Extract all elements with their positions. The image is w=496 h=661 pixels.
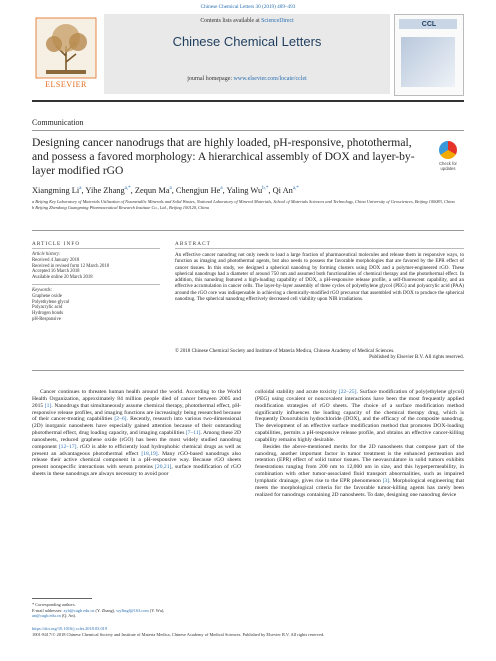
history-line: Received 4 January 2018 [32,257,80,263]
section-divider [32,130,464,131]
author[interactable]: Qi An [272,186,293,195]
body-text: . Morphological engineering that meets the morphological criteria for the favorable tumor-killing agents has rarely been realized for nanodrugs containing 2D nanosheets. To date, designing one nanodrug device [255,477,465,498]
keyword: Polyethylene glycol [32,299,70,305]
journal-cover-thumbnail [394,14,464,96]
footnote [32,602,252,619]
body-text: . Recently, research into various two-dimensional (2D) inorganic nanosheets have especially gained attention because of their outstanding photothermal effect, drug loading capacity, and imaging capabilities [32,416,242,437]
citation-link[interactable]: [20,21] [155,464,172,471]
article-info-heading: ARTICLE INFO [32,241,81,247]
article-history [32,252,160,281]
email-prefix: E-mail addresses: [32,607,64,613]
history-line: Accepted 16 March 2018 [32,269,80,275]
body-text: Besides the above-mentioned merits for the 2D nanosheets that compose part of the nanodrug, another important factor in tumor treatment is the enhanced permeation and retention (EPR) effect of solid tumor tissues. The neovasculature in solid tumors exhibits fenestrations ranging from 200 nm to 12,000 nm in size, and this hyperpermeability, in combination with other tumor-associated fluid transport abnormalities, such as impaired lymphatic drainage, gives rise to the EPR phenomenon [255,443,464,484]
body-text: . rGO is able to efficiently load hydrophobic chemical drugs as well as present an advantageous photothermal effect [32,443,241,457]
email-owner: (Y. Wu), [148,607,165,613]
copyright-line: © 2018 Chinese Chemical Society and Institute of Materia Medica, Chinese Academy of Medical Sciences. [175,348,395,354]
copyright-publisher: Published by Elsevier B.V. All rights reserved. [369,354,464,361]
citation-link[interactable]: [18,19] [141,450,158,457]
author-sup: a [79,186,82,192]
body-text: . Many rGO-based nanodrugs also release their active chemical component in a pH-responsive way. Because rGO sheets present nonspecific interactions with serum proteins [32,450,241,471]
copyright-notice [175,348,464,361]
sciencedirect-link[interactable]: ScienceDirect [261,18,294,24]
keywords-rule [32,284,160,285]
author-list: Xiangming Li$^a$, Yihe Zhang$^{a,*}$, Zequn Ma$^a$, Chengjun He$^a$, Yaling $Wu^{b,*}$, Qi $An^{a,*}$ [32,186,299,195]
email-link[interactable]: wylbsgl@163.com [116,607,149,613]
keyword: Hydrogen bonds [32,311,64,317]
author[interactable]: Chengjun He [175,186,221,195]
crossmark-icon [439,141,457,159]
history-heading: Article history: [32,252,61,257]
body-column-right [255,389,464,499]
doi-link[interactable]: https://doi.org/10.1016/j.cclet.2018.03.019 [32,626,108,631]
journal-header [32,14,464,96]
issn-line: 1001-8417/© 2018 Chinese Chemical Society and Institute of Materia Medica, Chinese Academy of Medical Sciences. Published by Elsevier B.V. All rights reserved. [32,631,325,637]
body-column-left [32,389,241,478]
author[interactable]: Yihe Zhang [85,186,125,195]
footnote-rule [32,598,92,599]
corresponding-note: * Corresponding authors. [32,602,76,607]
cover-image [401,37,455,87]
body-text: . Among these 2D nanosheets, reduced graphene oxide (rGO) has been the most widely studied nanodrug component [32,430,241,450]
affiliation: b Beijing Zhendong Guangming Pharmaceutical Research Institute Co., Ltd., Beijing 100120, China [32,204,209,210]
email-line [32,613,252,619]
email-link[interactable]: zyh@cugb.edu.cn [63,607,95,613]
homepage-link[interactable]: www.elsevier.com/locate/cclet [233,76,307,82]
body-text: Cancer continues to threaten human health around the world. According to the World Health Organization, approximately 84 million people died of cancer between 2005 and 2015 [32,389,241,409]
citation-link[interactable]: [12–17] [58,443,77,450]
author-sup: a [220,186,223,192]
keywords-heading: Keywords: [32,288,53,293]
header-divider [32,100,464,102]
keywords [32,288,160,323]
author[interactable]: Yaling Wu [226,186,263,195]
keyword: pH-Responsive [32,316,61,322]
author-sup: b,* [262,186,269,192]
keyword: Polyacrylic acid [32,305,63,311]
author-sup: a,* [124,186,131,192]
check-for-updates-badge[interactable] [432,141,464,175]
section-label: Communication [32,118,84,127]
author-sup: a [169,186,172,192]
journal-homepage [104,76,390,82]
citation-link[interactable]: [2–6] [114,416,127,423]
journal-banner [104,14,390,94]
abstract-divider [32,370,464,371]
author-sup: a,* [292,186,299,192]
email-link[interactable]: an@cugb.edu.cn [32,613,61,619]
author[interactable]: Xiangming Li [32,186,80,195]
doi-block [32,626,464,638]
contents-prefix: Contents lists available at [200,18,262,24]
citation-link[interactable]: [1] [44,402,52,409]
body-text: , surface modification of rGO sheets in these nanodrugs are always necessary to avoid poor [32,464,242,478]
keyword: Graphene oxide [32,293,62,299]
body-text: colloidal stability and acute toxicity [255,389,339,395]
body-paragraph [255,389,464,444]
author[interactable]: Zequn Ma [134,186,170,195]
history-line: Available online 20 March 2018 [32,275,93,281]
citation-link[interactable]: [7–11] [185,430,201,437]
abstract-text: An effective cancer nanodrug not only needs to load a large fraction of pharmaceutical molecules and release them in responsive ways, to function as imaging and photothermal agents, but also needs to possess the favorable morphologies that are favored by the EPR effect of cancer tissues. In this study, we designed a spherical nanodrug by forming clusters using DOX and a polymer-engineered rGO. These spherical nanodrugs had a diameter of around 750 nm and assumed both functionalities of chemical therapy and the photothermal effect. In addition, this nanodrug featured a high-loading capability of DOX, a pH-responsive release profile, a self-fluorescent capability, and an effective accumulation in cancer cells. The layer-by-layer assembly of three cycles of polyethylene glycol (PEG) and polyacrylic acid (PAA) around the rGO core was indispensable in achieving a chemically-modified rGO precursor that assembled with DOX to produce the spherical nanodrug. The spherical nanodrug effectively decreased cell viability upon NIR irradiations. [175,252,464,303]
badge-label: Check for updates [439,161,457,171]
elsevier-wordmark: ELSEVIER [45,80,87,89]
history-line: Received in revised form 12 March 2018 [32,263,110,269]
cover-title: CCL [421,21,437,28]
contents-line [104,18,390,24]
article-info-rule [32,248,160,249]
citation-link[interactable]: [3] [382,477,390,484]
body-paragraph [32,389,241,478]
email-owner: (Q. An). [60,613,77,619]
body-text: . Nanodrugs that simultaneously assume chemical therapy, photothermal effect, pH-responsive release profiles, and imaging functions are increasingly being researched because of their cancer-treating capabilities [32,402,241,423]
affiliation-divider [32,230,464,231]
citation-link[interactable]: [22–25] [338,389,357,395]
running-header: Chinese Chemical Letters 30 (2019) 489–493 [200,4,296,10]
affiliation: a Beijing Key Laboratory of Materials Utilization of Nonmetallic Minerals and Solid Wastes, National Laboratory of Mineral Materials, School of Materials Sciences and Technology, China University of Geosciences, Beijing 100083, China [32,199,455,204]
article-title: Designing cancer nanodrugs that are highly loaded, pH-responsive, photothermal, and possess a favored morphology: A hierarchical assembly of DOX and layer-by-layer modified rGO [32,136,415,178]
homepage-prefix: journal homepage: [187,76,234,82]
journal-name: Chinese Chemical Letters [172,34,322,49]
body-text: . Surface modification of poly(ethylene glycol) (PEG) using covalent or noncovalent interactions have been the most frequently applied modification strategies of rGO sheets. The choice of a surface modification method significantly influences the loading capacity of the chemical therapy drug, which is frequently Doxorubicin hydrochloride (DOX), and the efficacy of the composite nanodrug. The development of an effective surface modification method that promotes DOX-loading capabilities, permits a pH-responsive release profile, and obtains an effective cancer-killing capability remains highly desirable. [255,389,464,443]
abstract-rule [175,248,464,249]
affiliations [32,199,464,211]
body-paragraph [255,444,464,499]
email-owner: (Y. Zhang), [94,607,117,613]
abstract-heading: ABSTRACT [175,241,211,247]
